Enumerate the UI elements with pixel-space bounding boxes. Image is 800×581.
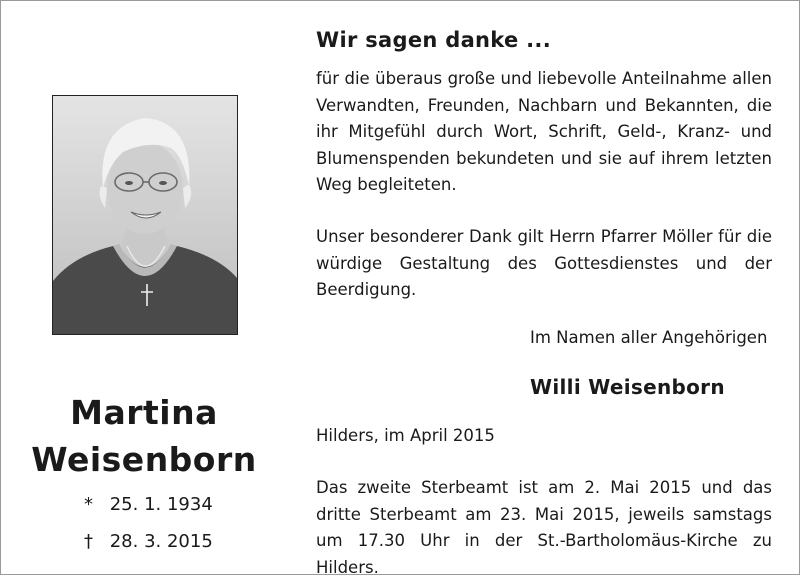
death-cross-icon: † [84, 531, 93, 552]
requiem-notice: Das zweite Sterbeamt ist am 2. Mai 2015 und das dritte Sterbeamt am 23. Mai 2015, jeweils samstags um 17.30 Uhr in der St.-Bartholomäus-Kirche zu Hilders. [316, 478, 772, 577]
signer-name: Willi Weisenborn [530, 375, 725, 399]
thanks-paragraph-1: für die überaus große und liebevolle Anteilnahme allen Verwandten, Freunden, Nachbarn und Bekannten, die ihr Mitgefühl durch Wort, Schrift, Geld-, Kranz- und Blumenspenden bekundeten und sie auf ihrem letzten Weg begleiteten. [316, 69, 772, 194]
death-date-line [84, 531, 213, 552]
deceased-first-name: Martina [70, 393, 218, 432]
birth-date: 25. 1. 1934 [109, 494, 213, 515]
deceased-last-name: Weisenborn [31, 440, 257, 479]
thanks-paragraph-2: Unser besonderer Dank gilt Herrn Pfarrer Möller für die würdige Gestaltung des Gottesdienstes und der Beerdigung. [316, 227, 772, 299]
portrait-photo [52, 95, 238, 335]
on-behalf-line: Im Namen aller Angehörigen [530, 328, 768, 347]
birth-date-line [84, 494, 213, 515]
place-date: Hilders, im April 2015 [316, 426, 495, 445]
thanks-heading: Wir sagen danke ... [316, 28, 551, 52]
birth-star-icon: * [84, 494, 93, 515]
death-date: 28. 3. 2015 [109, 531, 213, 552]
